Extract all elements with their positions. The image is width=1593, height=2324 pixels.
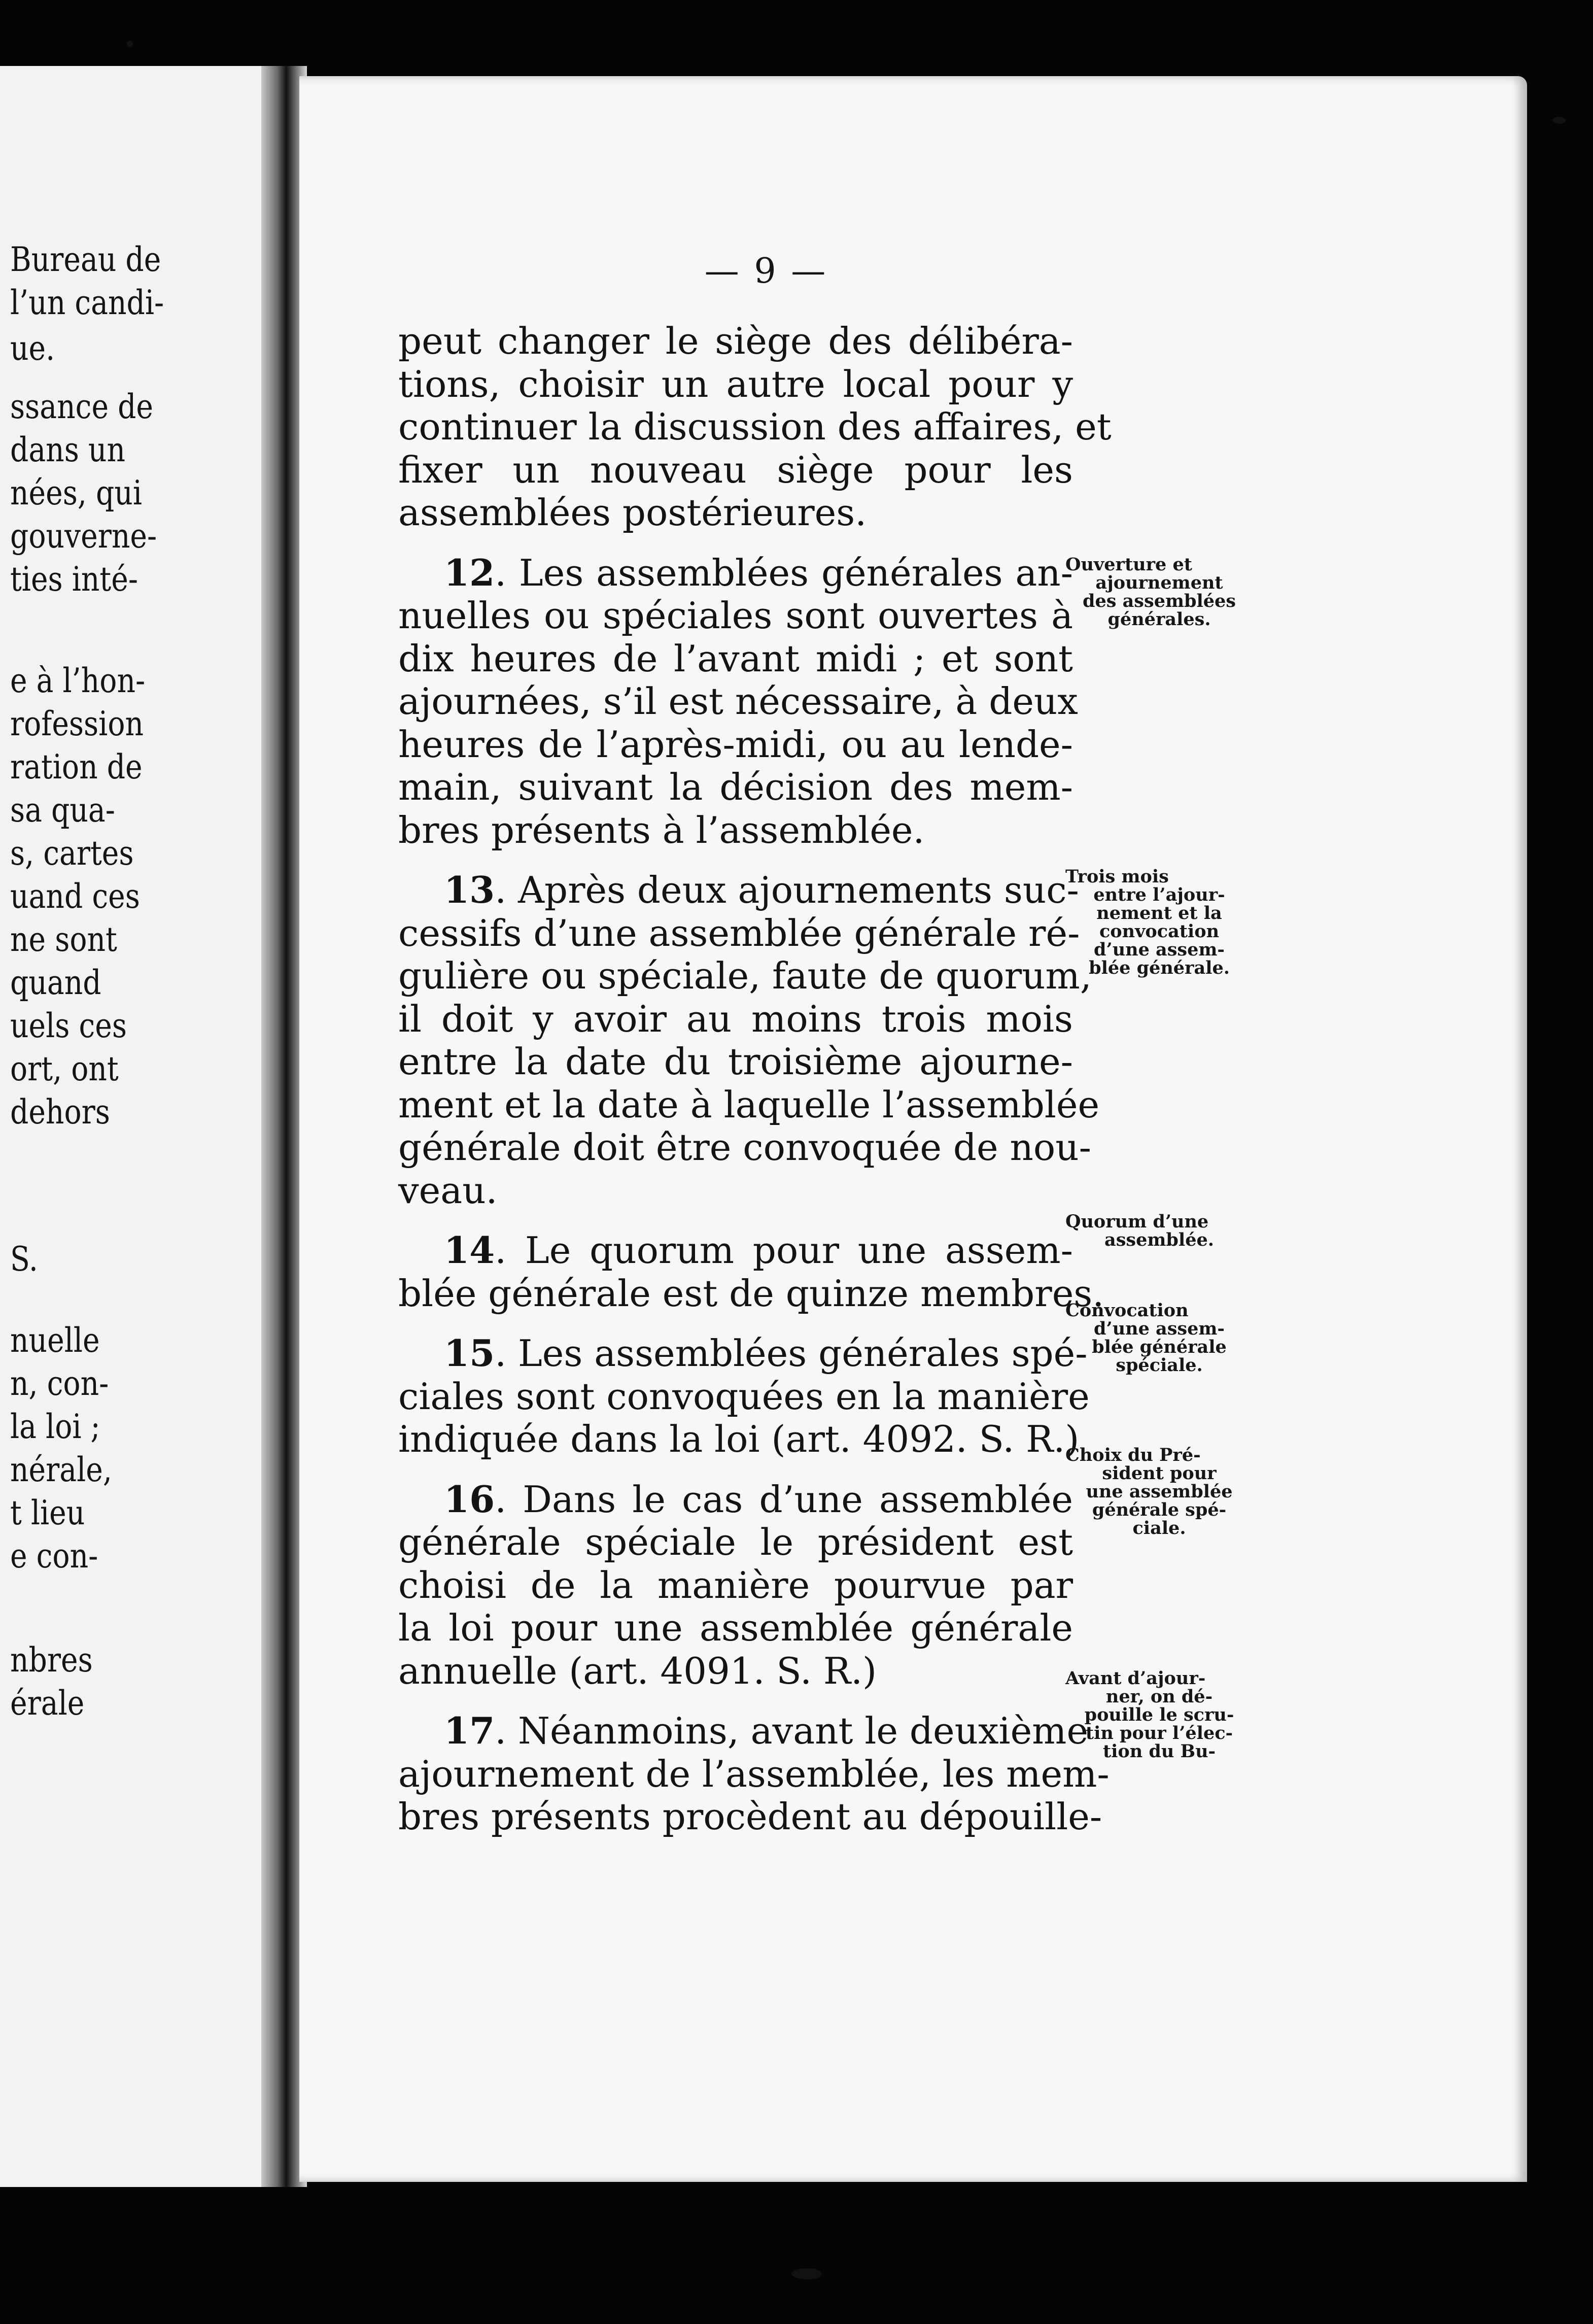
margin-note-line: tin pour l’élec- bbox=[1085, 1723, 1233, 1744]
article-number: 13 bbox=[444, 868, 495, 911]
margin-note-line: tion du Bu- bbox=[1102, 1741, 1216, 1762]
body-line: annuelle (art. 4091. S. R.) bbox=[398, 1649, 877, 1692]
body-line: tions, choisir un autre local pour y bbox=[398, 362, 1073, 405]
previous-page-line: nbres bbox=[10, 1641, 93, 1680]
body-line: nuelles ou spéciales sont ouvertes à bbox=[398, 594, 1073, 637]
article-text: . Les assemblées générales an- bbox=[495, 551, 1073, 594]
previous-page-line: S. bbox=[10, 1240, 38, 1279]
margin-note-line: des assemblées bbox=[1082, 591, 1236, 611]
body-line: blée générale est de quinze membres. bbox=[398, 1272, 1104, 1315]
margin-note-line: d’une assem- bbox=[1094, 1318, 1225, 1339]
scan-speck bbox=[791, 2268, 822, 2279]
body-line: peut changer le siège des délibéra- bbox=[398, 320, 1073, 362]
body-line: cessifs d’une assemblée générale ré- bbox=[398, 911, 1080, 954]
margin-note-line: sident pour bbox=[1102, 1463, 1217, 1484]
previous-page-line: la loi ; bbox=[10, 1407, 100, 1446]
article-text: . Les assemblées générales spé- bbox=[495, 1332, 1088, 1375]
previous-page-line: érale bbox=[10, 1684, 85, 1723]
body-line: continuer la discussion des affaires, et bbox=[398, 405, 1112, 448]
body-line bbox=[398, 1331, 1088, 1375]
margin-note bbox=[1065, 1213, 1253, 1249]
margin-note-line: une assemblée bbox=[1086, 1481, 1233, 1502]
previous-page-line: nérale, bbox=[10, 1450, 112, 1489]
margin-note-line: blée générale. bbox=[1089, 958, 1230, 978]
body-line: ajournement de l’assemblée, les mem- bbox=[398, 1752, 1110, 1795]
previous-page-line: n, con- bbox=[10, 1364, 109, 1403]
body-line: choisi de la manière pourvue par bbox=[398, 1563, 1073, 1607]
body-line: heures de l’après-midi, ou au lende- bbox=[398, 723, 1073, 766]
page-9 bbox=[299, 76, 1527, 2182]
previous-page-line: uand ces bbox=[10, 877, 140, 916]
margin-note-line: Quorum d’une bbox=[1065, 1211, 1209, 1232]
body-line: la loi pour une assemblée générale bbox=[398, 1607, 1073, 1649]
margin-note-line: blée générale bbox=[1092, 1337, 1227, 1357]
body-line: générale doit être convoquée de nou- bbox=[398, 1126, 1091, 1169]
previous-page-line: ssance de bbox=[10, 387, 153, 426]
body-line: ajournées, s’il est nécessaire, à deux bbox=[398, 680, 1078, 723]
previous-page-line: quand bbox=[10, 963, 101, 1002]
margin-note bbox=[1065, 868, 1253, 977]
body-line bbox=[398, 1229, 1073, 1272]
page-number: — 9 — bbox=[704, 251, 828, 291]
scan-speck bbox=[1552, 117, 1566, 124]
previous-page-line: dehors bbox=[10, 1092, 110, 1132]
margin-note-line: d’une assem- bbox=[1094, 939, 1225, 960]
previous-page-line: rofession bbox=[10, 704, 144, 743]
body-line bbox=[398, 1478, 1073, 1521]
previous-page-line: s, cartes bbox=[10, 834, 134, 873]
margin-note-line: convocation bbox=[1099, 921, 1220, 942]
previous-page-line: nées, qui bbox=[10, 473, 143, 512]
previous-page-line: ties inté- bbox=[10, 560, 138, 599]
margin-note-line: pouille le scru- bbox=[1084, 1704, 1234, 1725]
article-number: 16 bbox=[444, 1477, 495, 1521]
body-line: bres présents procèdent au dépouille- bbox=[398, 1795, 1102, 1838]
margin-note bbox=[1065, 1302, 1253, 1375]
article-number: 12 bbox=[444, 551, 495, 594]
body-line: ciales sont convoquées en la manière bbox=[398, 1375, 1090, 1418]
body-line: il doit y avoir au moins trois mois bbox=[398, 997, 1073, 1040]
article-number: 14 bbox=[444, 1228, 495, 1272]
body-line: ment et la date à laquelle l’assemblée bbox=[398, 1083, 1100, 1126]
body-line: main, suivant la décision des mem- bbox=[398, 766, 1073, 808]
article-text: . Dans le cas d’une assemblée bbox=[495, 1478, 1073, 1521]
previous-page-line: gouverne- bbox=[10, 517, 157, 556]
body-line bbox=[398, 552, 1073, 595]
previous-page-line: ne sont bbox=[10, 920, 117, 959]
body-line bbox=[398, 868, 1079, 912]
previous-page-line: ration de bbox=[10, 747, 143, 787]
body-line: veau. bbox=[398, 1169, 498, 1212]
margin-note bbox=[1065, 556, 1253, 629]
previous-page-line: sa qua- bbox=[10, 791, 115, 830]
margin-note bbox=[1065, 1669, 1253, 1761]
body-line: entre la date du troisième ajourne- bbox=[398, 1040, 1073, 1083]
body-text bbox=[398, 320, 1112, 1838]
previous-page-line: Bureau de bbox=[10, 240, 161, 279]
previous-page-line: e à l’hon- bbox=[10, 661, 146, 700]
previous-page-line: l’un candi- bbox=[10, 283, 164, 322]
margin-note-line: nement et la bbox=[1096, 903, 1222, 924]
margin-note-line: Trois mois bbox=[1065, 866, 1169, 887]
body-line: bres présents à l’assemblée. bbox=[398, 808, 925, 851]
margin-note-line: Ouverture et bbox=[1065, 554, 1192, 575]
previous-page-line: nuelle bbox=[10, 1321, 100, 1360]
body-line: générale spéciale le président est bbox=[398, 1521, 1073, 1563]
previous-page-fragment bbox=[0, 66, 264, 2187]
margin-note-line: générales. bbox=[1107, 609, 1211, 630]
margin-note-line: spéciale. bbox=[1116, 1355, 1203, 1376]
article-number: 17 bbox=[444, 1709, 495, 1752]
margin-note-line: assemblée. bbox=[1104, 1229, 1214, 1250]
previous-page-line: t lieu bbox=[10, 1493, 85, 1532]
previous-page-line: dans un bbox=[10, 430, 126, 469]
article-number: 15 bbox=[444, 1331, 495, 1375]
margin-note-line: ajournement bbox=[1095, 572, 1223, 593]
scan-speck bbox=[127, 41, 133, 47]
article-text: . Après deux ajournements suc- bbox=[495, 869, 1079, 911]
margin-note-line: générale spé- bbox=[1092, 1499, 1227, 1520]
margin-note-line: ciale. bbox=[1132, 1518, 1186, 1539]
body-line: dix heures de l’avant midi ; et sont bbox=[398, 637, 1073, 680]
article-text: . Le quorum pour une assem- bbox=[495, 1229, 1073, 1272]
previous-page-line: ort, ont bbox=[10, 1049, 119, 1088]
body-line: gulière ou spéciale, faute de quorum, bbox=[398, 954, 1092, 997]
previous-page-line: uels ces bbox=[10, 1006, 127, 1045]
body-line: indiquée dans la loi (art. 4092. S. R.) bbox=[398, 1418, 1080, 1460]
margin-note-line: Choix du Pré- bbox=[1065, 1445, 1201, 1465]
margin-note-line: Convocation bbox=[1065, 1300, 1189, 1321]
margin-note bbox=[1065, 1446, 1253, 1537]
body-line: assemblées postérieures. bbox=[398, 491, 867, 534]
previous-page-line: ue. bbox=[10, 329, 55, 368]
previous-page-line: e con- bbox=[10, 1536, 98, 1576]
body-line bbox=[398, 1709, 1089, 1753]
margin-note-line: Avant d’ajour- bbox=[1065, 1668, 1206, 1689]
article-text: . Néanmoins, avant le deuxième bbox=[495, 1710, 1089, 1752]
margin-note-line: ner, on dé- bbox=[1105, 1686, 1213, 1707]
body-line: fixer un nouveau siège pour les bbox=[398, 448, 1073, 491]
margin-note-line: entre l’ajour- bbox=[1093, 884, 1225, 905]
